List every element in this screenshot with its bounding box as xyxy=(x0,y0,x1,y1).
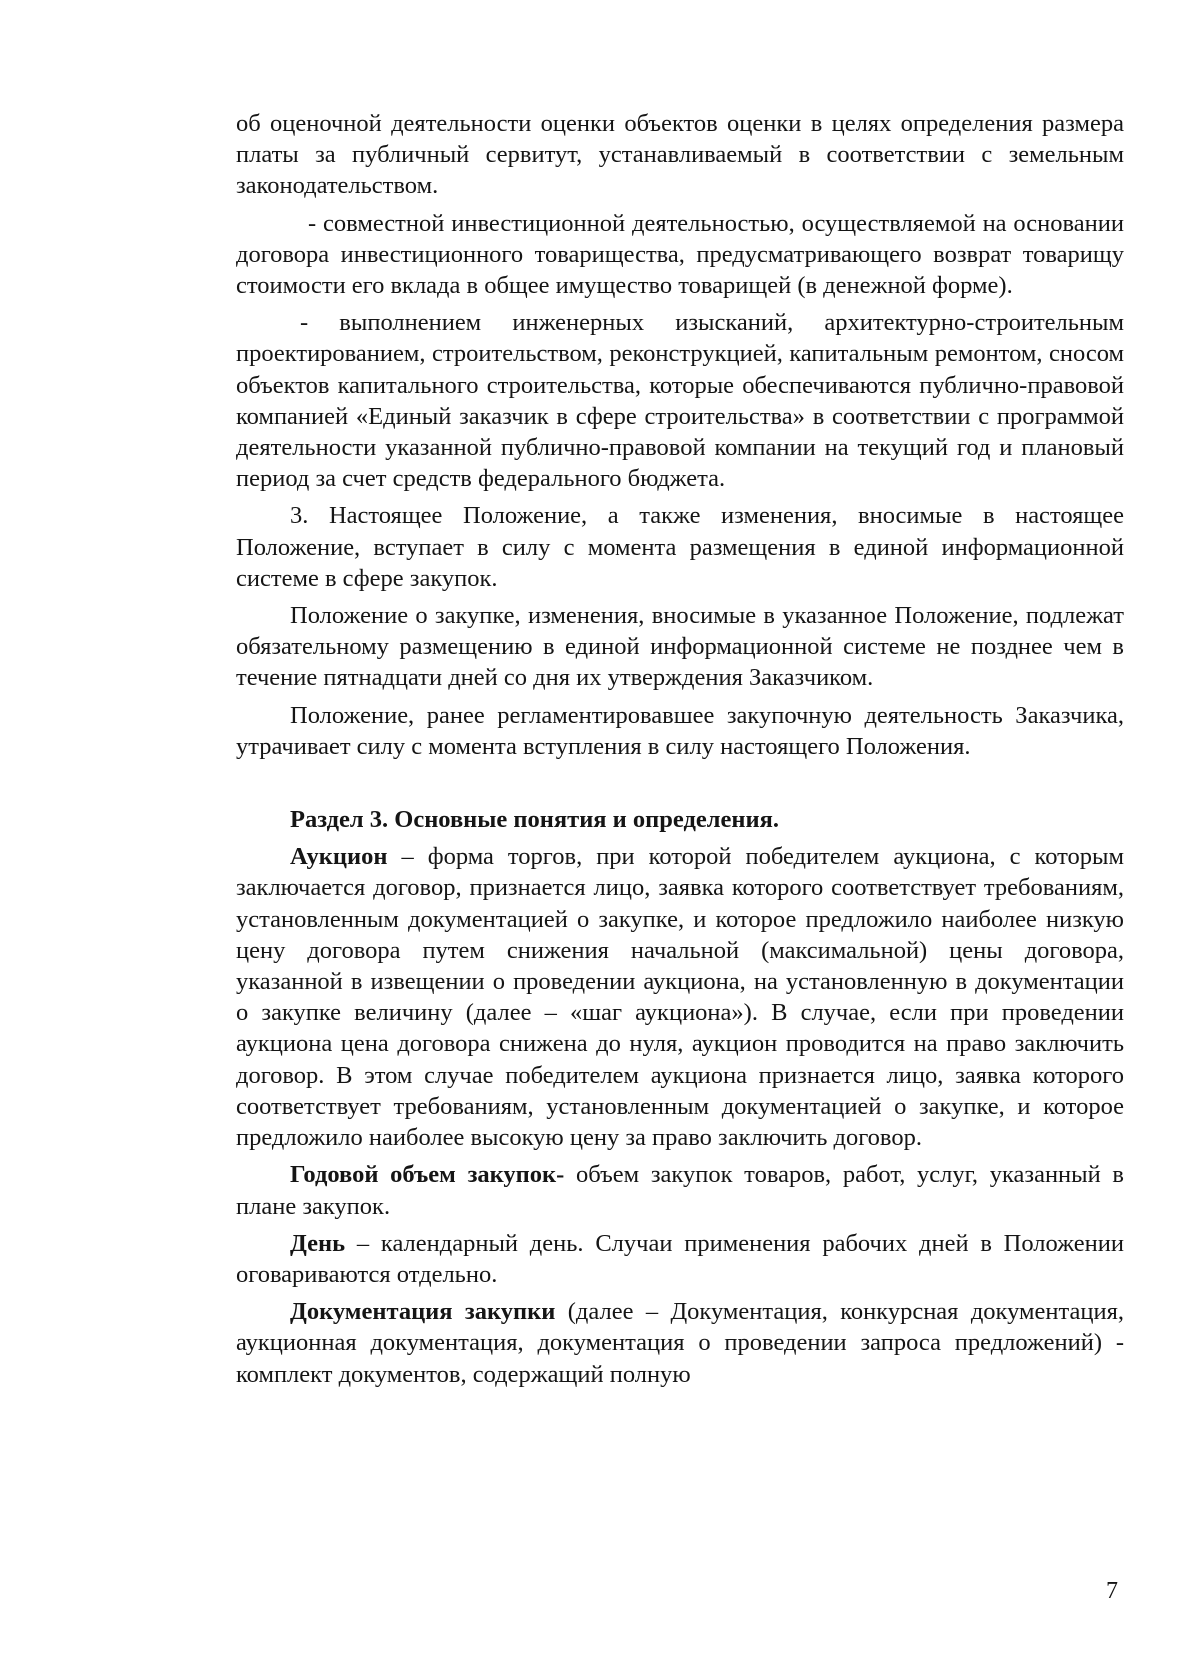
section-heading: Раздел 3. Основные понятия и определения. xyxy=(290,806,779,834)
paragraph-engineering-surveys: - выполнением инженерных изысканий, архитектурно-строительным проектированием, строительством, реконструкцией, капитальным ремонтом, сносом объектов капитального строительства, которые обеспечиваются публично-правовой компанией «Единый заказчик в сфере строительства» в соответствии с программой деятельности указанной публично-правовой компании на текущий год и плановый период за счет средств федерального бюджета. xyxy=(236,309,1124,493)
paragraph-valuation-continuation: об оценочной деятельности оценки объектов оценки в целях определения размера платы за публичный сервитут, устанавливаемый в соответствии с земельным законодательством. xyxy=(236,110,1124,200)
document-body xyxy=(236,108,1124,1396)
definition-term: День xyxy=(290,1229,346,1257)
definition-day xyxy=(236,1228,1124,1290)
definition-term: Документация закупки xyxy=(290,1298,556,1326)
definition-text: – форма торгов, при которой победителем аукциона, с которым заключается договор, признается лицо, заявка которого соответствует требованиям, установленным документацией о закупке, и которое предложило наиболее низкую цену договора путем снижения начальной (максимальной) цены договора, указанной в извещении о проведении аукциона, на установленную в документации о закупке величину (далее – «шаг аукциона»). В случае, если при проведении аукциона цена договора снижена до нуля, аукцион проводится на право заключить договор. В этом случае победителем аукциона признается лицо, заявка которого соответствует требованиям, установленным документацией о закупке, и которое предложило наиболее высокую цену за право заключить договор. xyxy=(236,843,1124,1152)
definition-text: объем закупок товаров, работ, услуг, указанный в плане закупок. xyxy=(236,1161,1124,1220)
paragraph-entry-into-force: 3. Настоящее Положение, а также изменения, вносимые в настоящее Положение, вступает в силу с момента размещения в единой информационной системе в сфере закупок. xyxy=(236,502,1124,592)
definition-text: (далее – Документация, конкурсная документация, аукционная документация, документация о проведении запроса предложений) - комплект документов, содержащий полную xyxy=(236,1298,1124,1388)
page-number: 7 xyxy=(1106,1578,1118,1604)
definition-term: Годовой объем закупок- xyxy=(290,1161,565,1189)
definition-annual-volume xyxy=(236,1159,1124,1221)
paragraph-previous-regulation: Положение, ранее регламентировавшее закупочную деятельность Заказчика, утрачивает силу с момента вступления в силу настоящего Положения. xyxy=(236,701,1124,760)
definition-text: – календарный день. Случаи применения рабочих дней в Положении оговариваются отдельно. xyxy=(236,1229,1124,1288)
definition-term: Аукцион xyxy=(290,843,388,871)
paragraph-publication-requirement: Положение о закупке, изменения, вносимые в указанное Положение, подлежат обязательному размещению в единой информационной системе не позднее чем в течение пятнадцати дней со дня их утверждения Заказчиком. xyxy=(236,602,1124,692)
paragraph-joint-investment: - совместной инвестиционной деятельностью, осуществляемой на основании договора инвестиционного товарищества, предусматривающего возврат товарищу стоимости его вклада в общее имущество товарищей (в денежной форме). xyxy=(236,209,1124,300)
definition-auction xyxy=(236,841,1124,1153)
definition-documentation xyxy=(236,1296,1124,1390)
